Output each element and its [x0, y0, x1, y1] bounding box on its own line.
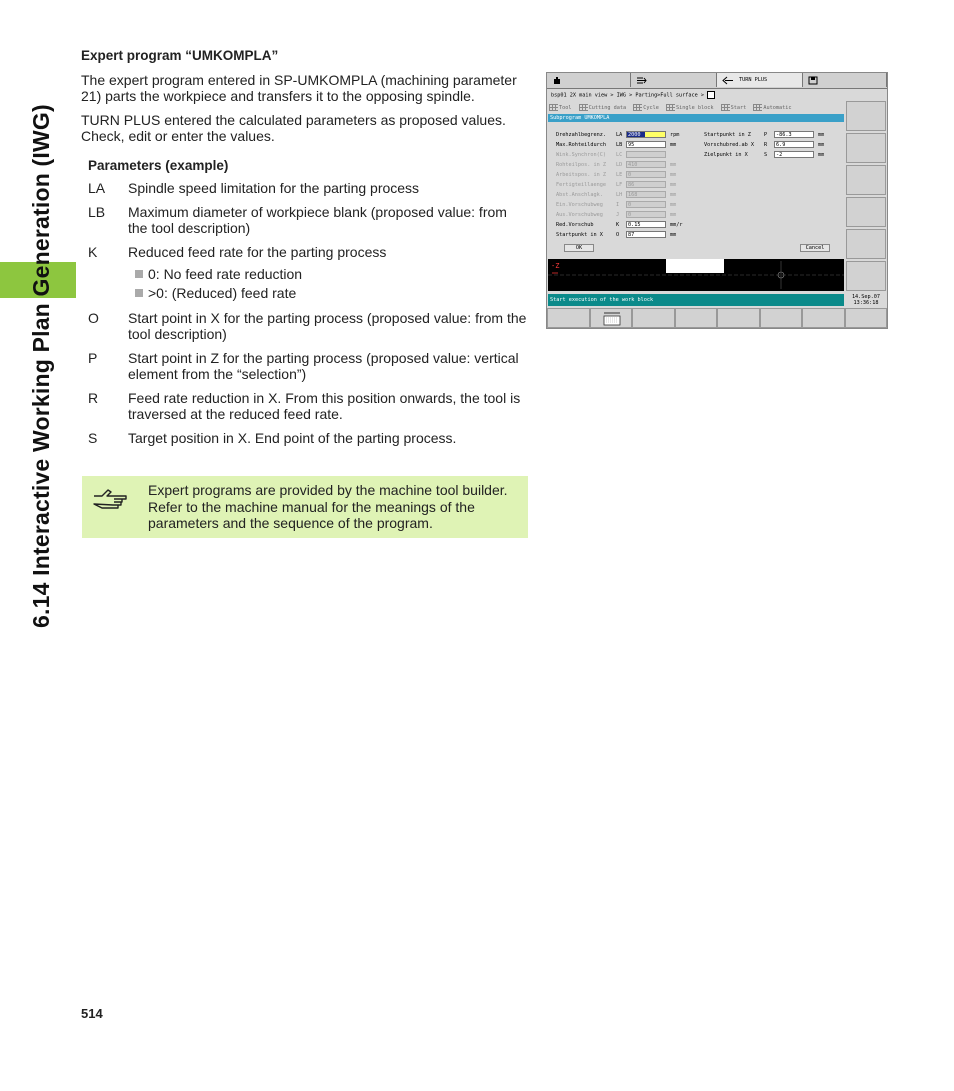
- param-key: S: [88, 430, 98, 446]
- input-LB[interactable]: 95: [626, 141, 666, 148]
- input-R[interactable]: 6.9: [774, 141, 814, 148]
- param-desc: Start point in Z for the parting process (proposed value: vertical element from the “selection”): [128, 350, 519, 382]
- toolbar-item-start[interactable]: Start: [721, 104, 747, 111]
- softkey-v5[interactable]: [846, 229, 886, 259]
- horizontal-softkeys: [547, 308, 887, 328]
- softkey-h4[interactable]: [675, 308, 718, 328]
- iwg-toolbar: [549, 104, 844, 113]
- param-desc: Maximum diameter of workpiece blank (proposed value: from the tool description): [128, 204, 507, 236]
- vertical-softkeys: [846, 101, 887, 293]
- param-row: [88, 180, 528, 196]
- cancel-button[interactable]: Cancel: [800, 244, 830, 252]
- bullet-text: 0: No feed rate reduction: [148, 266, 303, 282]
- param-desc: Reduced feed rate for the parting process: [128, 244, 387, 260]
- tab-machine[interactable]: [547, 73, 631, 87]
- param-key: O: [88, 310, 99, 326]
- date-time: [847, 294, 885, 308]
- pointing-hand-icon: [92, 486, 128, 512]
- breadcrumb-text: bsp01 2X main view > IWG > Parting>Full surface >: [551, 92, 705, 99]
- softkey-h8[interactable]: [845, 308, 888, 328]
- input-P[interactable]: -86.3: [774, 131, 814, 138]
- breadcrumb: [551, 91, 715, 99]
- input-LF: 86: [626, 181, 666, 188]
- softkey-v4[interactable]: [846, 197, 886, 227]
- bullet-square-icon: [135, 289, 143, 297]
- param-row: [88, 390, 528, 422]
- softkey-h3[interactable]: [632, 308, 675, 328]
- grid-icon: [666, 104, 675, 111]
- tab-organization[interactable]: [803, 73, 887, 87]
- ok-button[interactable]: OK: [564, 244, 594, 252]
- param-key: LB: [88, 204, 106, 220]
- softkey-h7[interactable]: [802, 308, 845, 328]
- params-list: [88, 180, 528, 446]
- softkey-h6[interactable]: [760, 308, 803, 328]
- param-key: P: [88, 350, 98, 366]
- chapter-title: 6.14 Interactive Working Plan Generation (IWG): [28, 104, 54, 628]
- input-I: 0: [626, 201, 666, 208]
- note-text: Expert programs are provided by the machine tool builder. Refer to the machine manual for the meanings of the parameters and the sequence of the program.: [148, 482, 508, 531]
- param-row: [88, 350, 528, 382]
- param-row: [88, 430, 528, 446]
- tab-turn-plus[interactable]: [717, 73, 803, 87]
- time: 13:36:18: [853, 300, 879, 306]
- param-row: [88, 310, 528, 342]
- softkey-v3[interactable]: [846, 165, 886, 195]
- softkey-h2[interactable]: [590, 308, 633, 328]
- mode-tabs: [547, 73, 887, 89]
- input-S[interactable]: -2: [774, 151, 814, 158]
- grid-icon: [549, 104, 558, 111]
- param-desc: Start point in X for the parting process (proposed value: from the tool description): [128, 310, 527, 342]
- params-heading: Parameters (example): [88, 158, 229, 173]
- status-line: Start execution of the work block: [548, 294, 844, 306]
- param-desc: Feed rate reduction in X. From this position onwards, the tool is traversed at the reduced feed rate.: [128, 390, 521, 422]
- note-box: [82, 476, 528, 538]
- toolbar-item-cutting-data[interactable]: Cutting data: [579, 104, 626, 111]
- hand-icon: [552, 76, 562, 85]
- parameter-dialog: Drehzahlbegrenz. LA 2000 rpm Max.Rohteildurch LB 95 mm Wink.Synchron(C) LC Rohteilpos. in Z LD 410 mm Arbeitspos. in Z LE 0 mm Fertigteillaenge LF 86 mm Abst.Anschlagk. LH 168 mm Ein.Vorschubweg I 0 mm Aus.Vorschubweg J 0 mm Red.Vorschub K 0.15 mm/r Startpunkt in X O 87 mm Startpunkt in Z P -86.3 mm Vorschubred.ab X R 6.9 mm Zielpunkt in X S -2 mm OK Cancel: [548, 122, 844, 257]
- tab-program-run[interactable]: [631, 73, 717, 87]
- param-key: K: [88, 244, 98, 260]
- input-LH: 168: [626, 191, 666, 198]
- page-number: 514: [81, 1006, 103, 1021]
- simulation-drawing: [548, 259, 844, 291]
- param-key: R: [88, 390, 99, 406]
- toolbar-item-tool[interactable]: Tool: [549, 104, 572, 111]
- param-desc: Spindle speed limitation for the parting process: [128, 180, 420, 196]
- softkey-v6[interactable]: [846, 261, 886, 291]
- program-arrow-icon: [636, 76, 648, 85]
- input-LD: 410: [626, 161, 666, 168]
- param-desc: Target position in X. End point of the parting process.: [128, 430, 457, 446]
- param-key: LA: [88, 180, 106, 196]
- grid-icon: [579, 104, 588, 111]
- toolbar-item-cycle[interactable]: Cycle: [633, 104, 659, 111]
- tab-label: TURN PLUS: [739, 77, 768, 83]
- param-row: [88, 244, 528, 260]
- axis-label: -Z: [551, 262, 560, 270]
- grid-icon: [633, 104, 642, 111]
- date: 14.Sep.07: [851, 294, 881, 300]
- softkey-v1[interactable]: [846, 101, 886, 131]
- disk-icon: [808, 76, 818, 85]
- bullet-item: [135, 266, 528, 282]
- grid-icon: [753, 104, 762, 111]
- input-O[interactable]: 87: [626, 231, 666, 238]
- softkey-v2[interactable]: [846, 133, 886, 163]
- input-LC: [626, 151, 666, 158]
- input-LA[interactable]: 2000: [626, 131, 666, 138]
- dropdown-icon[interactable]: [707, 91, 715, 99]
- bullet-square-icon: [135, 270, 143, 278]
- dialog-title: Subprogram UMKOMPLA: [548, 114, 844, 122]
- input-K[interactable]: 0.15: [626, 221, 666, 228]
- toolbar-item-single-block[interactable]: Single block: [666, 104, 713, 111]
- softkey-h5[interactable]: [717, 308, 760, 328]
- paragraph-intro: The expert program entered in SP-UMKOMPLA (machining parameter 21) parts the workpiece and transfers it to the opposing spindle.: [81, 72, 517, 104]
- document-body: [81, 48, 528, 454]
- softkey-h1[interactable]: [547, 308, 590, 328]
- input-LE: 0: [626, 171, 666, 178]
- bullet-item: [135, 285, 528, 301]
- paragraph-turnplus: TURN PLUS entered the calculated parameters as proposed values. Check, edit or enter the values.: [81, 112, 506, 144]
- grid-icon: [721, 104, 730, 111]
- keyboard-icon: [603, 312, 621, 326]
- param-row: [88, 204, 528, 236]
- section-heading: Expert program “UMKOMPLA”: [81, 48, 279, 63]
- bullet-text: >0: (Reduced) feed rate: [148, 285, 297, 301]
- input-J: 0: [626, 211, 666, 218]
- toolbar-item-automatic[interactable]: Automatic: [753, 104, 791, 111]
- control-screenshot: [546, 72, 888, 329]
- turn-plus-icon: [722, 76, 734, 85]
- simulation-graphic: [548, 259, 844, 291]
